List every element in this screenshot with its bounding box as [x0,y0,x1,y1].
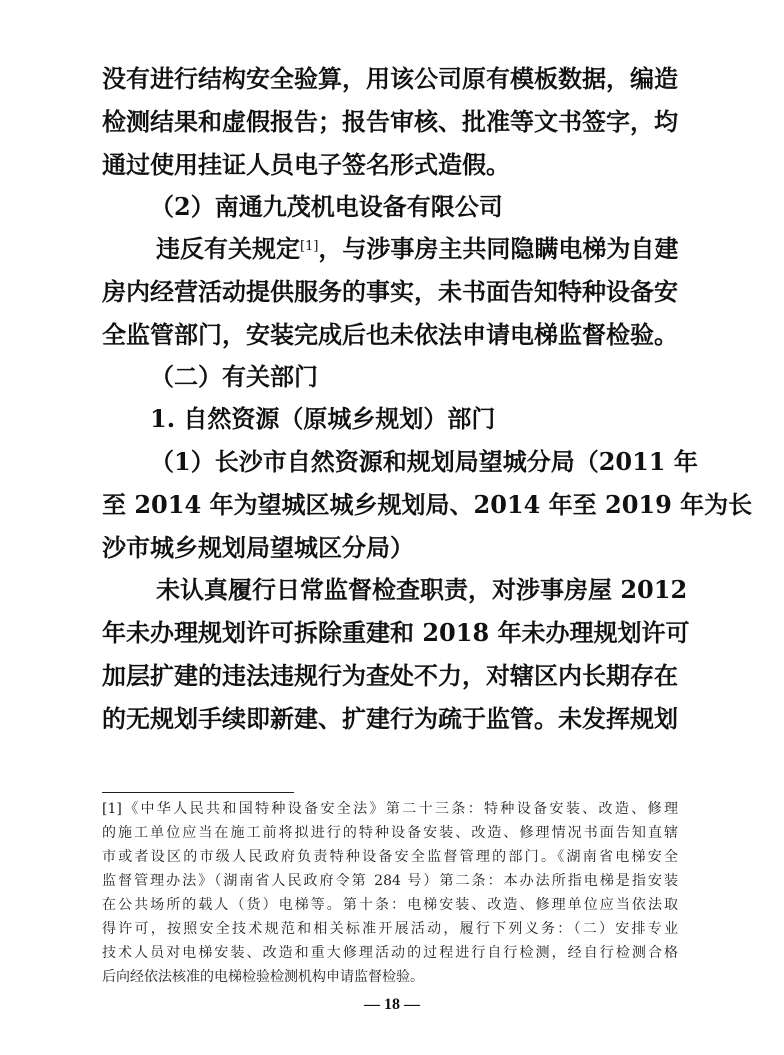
subheading: 沙市城乡规划局望城区分局） [102,533,414,562]
footnote-line: [1]《中华人民共和国特种设备安全法》第二十三条：特种设备安装、改造、修理 [102,801,678,817]
body-text: 违反有关规定 [156,234,300,263]
subheading: （1）长沙市自然资源和规划局望城分局（2011 年 [150,447,698,476]
body-line: 年未办理规划许可拆除重建和 2018 年未办理规划许可 [102,618,690,647]
subheading: 至 2014 年为望城区城乡规划局、2014 年至 2019 年为长 [102,490,753,519]
footnote-line: 后向经依法核准的电梯检验检测机构申请监督检验。 [102,969,424,985]
page-number: — 18 — [364,996,420,1013]
footnote-line: 得许可，按照安全技术规范和相关标准开展活动，履行下列义务：（二）安排专业 [102,921,678,937]
body-line: 检测结果和虚假报告；报告审核、批准等文书签字，均 [102,107,678,136]
footnote-line: 市或者设区的市级人民政府负责特种设备安全监督管理的部门。《湖南省电梯安全 [102,849,678,865]
body-line: 未认真履行日常监督检查职责，对涉事房屋 2012 [156,575,688,604]
footnote-line: 的施工单位应当在施工前将拟进行的特种设备安装、改造、修理情况书面告知直辖 [102,825,678,841]
body-line-with-footnote [156,232,678,266]
body-line: 通过使用挂证人员电子签名形式造假。 [102,150,510,179]
footnote-divider [102,792,294,793]
body-text: ，与涉事房主共同隐瞒电梯为自建 [318,234,679,263]
body-line: 的无规划手续即新建、扩建行为疏于监管。未发挥规划 [102,704,678,733]
section-heading: （二）有关部门 [150,362,318,391]
footnote-reference[interactable]: [1] [300,239,319,254]
body-line: 全监管部门，安装完成后也未依法申请电梯监督检验。 [102,320,678,349]
body-line: 没有进行结构安全验算，用该公司原有模板数据，编造 [102,64,678,93]
subheading: （2）南通九茂机电设备有限公司 [150,192,503,221]
subheading: 1. 自然资源（原城乡规划）部门 [150,404,496,433]
body-line: 房内经营活动提供服务的事实，未书面告知特种设备安 [102,277,678,306]
footnote-line: 在公共场所的载人（货）电梯等。第十条：电梯安装、改造、修理单位应当依法取 [102,897,678,913]
footnote-line: 技术人员对电梯安装、改造和重大修理活动的过程进行自行检测，经自行检测合格 [102,945,678,961]
footnote-line: 监督管理办法》（湖南省人民政府令第 284 号）第二条：本办法所指电梯是指安装 [102,873,678,889]
body-line: 加层扩建的违法违规行为查处不力，对辖区内长期存在 [102,661,678,690]
